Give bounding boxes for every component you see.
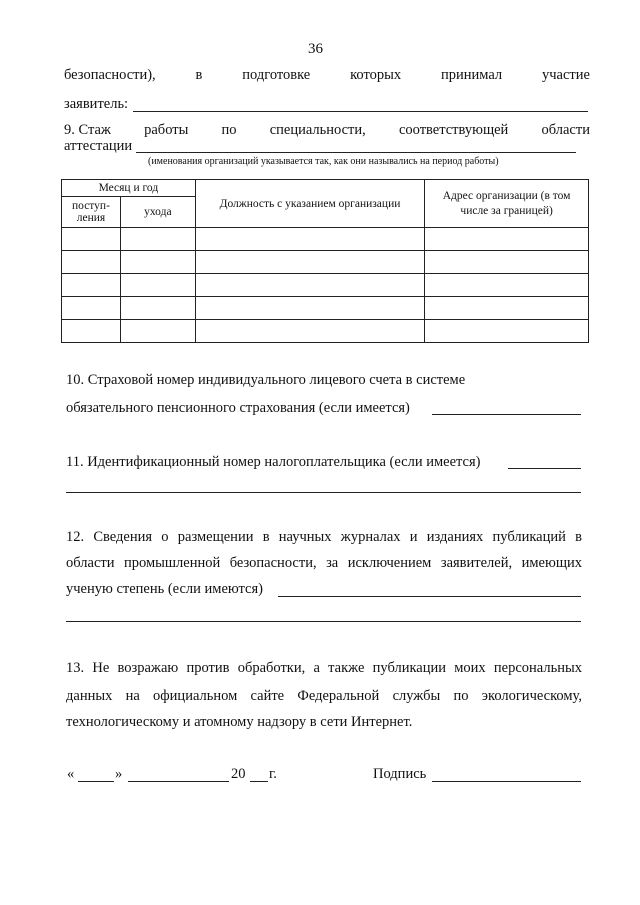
publications-field[interactable] [278,596,581,597]
table-cell[interactable] [120,274,195,297]
table-cell[interactable] [195,274,424,297]
item9-word: работы [144,122,189,138]
table-cell[interactable] [425,297,589,320]
item9-note: (именования организаций указывается так, как они назывались на период работы) [148,156,499,167]
item12-word: о [161,529,169,545]
table-cell[interactable] [120,228,195,251]
table-cell[interactable] [62,228,121,251]
item13-word: экологическому, [481,688,582,704]
table-cell[interactable] [195,320,424,343]
continuation-word: принимал [440,67,503,83]
item13-word: персональных [493,660,582,676]
continuation-word: безопасности), [64,67,156,83]
item13-word: публикации [372,660,446,676]
continuation-word: участие [542,67,590,83]
item13-word: Не [92,660,110,676]
publications-field-continuation[interactable] [66,621,581,622]
date-month-field[interactable] [128,781,229,782]
applicant-field[interactable] [133,111,588,112]
item13-word: данных [66,688,113,704]
date-quote-open: « [67,766,75,782]
table-row [62,297,589,320]
item13-word: обработки, [237,660,306,676]
date-day-field[interactable] [78,781,114,782]
item10-line1: 10. Страховой номер индивидуального лицевого счета в системе [66,372,466,388]
employment-table [61,179,589,343]
item12-word: безопасности, [229,555,317,571]
item13-word: моих [454,660,486,676]
date-year-suffix: г. [269,766,277,782]
table-row [62,251,589,274]
continuation-word: в [195,67,203,83]
item9-word: по [221,122,237,138]
table-cell[interactable] [195,228,424,251]
signature-label: Подпись [373,766,427,782]
table-cell[interactable] [195,251,424,274]
item12-word: 12. [66,529,85,545]
item13-word: на [125,688,140,704]
date-year-prefix: 20 [231,766,246,782]
table-cell[interactable] [425,251,589,274]
item12-word: изданиях [426,529,484,545]
item9-word: соответствующей [398,122,509,138]
header-end: ухода [120,197,195,228]
continuation-word: которых [350,67,402,83]
item12-word: Сведения [93,529,153,545]
item12-word: журналах [340,529,401,545]
continuation-word: подготовке [242,67,311,83]
item13-word: а [313,660,320,676]
item13-word: также [328,660,365,676]
item13-line3: технологическому и атомному надзору в сети Интернет. [66,714,413,730]
table-row [62,274,589,297]
item12-word: области [66,555,115,571]
item9-label-attestation: аттестации [64,138,133,154]
item13-word: возражаю [117,660,179,676]
table-cell[interactable] [120,320,195,343]
item9-word: 9. Стаж [64,122,111,138]
item12-word: размещении [177,529,254,545]
table-cell[interactable] [120,297,195,320]
item13-word: по [453,688,469,704]
item12-line2 [66,555,582,572]
item12-word: в [575,529,582,545]
table-cell[interactable] [62,320,121,343]
signature-field[interactable] [432,781,581,782]
item12-line1 [66,529,582,546]
item9-line1 [64,122,590,139]
item12-word: за [326,555,339,571]
item9-word: специальности, [269,122,366,138]
item12-word: и [409,529,418,545]
item13-line1 [66,660,582,677]
item13-word: службы [392,688,441,704]
table-cell[interactable] [425,274,589,297]
item13-word: 13. [66,660,85,676]
header-start: поступ- ления [62,197,121,228]
table-cell[interactable] [195,297,424,320]
table-cell[interactable] [62,274,121,297]
tax-id-field-continuation[interactable] [66,492,581,493]
continuation-line [64,67,590,84]
table-cell[interactable] [425,228,589,251]
table-cell[interactable] [62,251,121,274]
tax-id-field[interactable] [508,468,581,469]
applicant-label: заявитель: [64,96,129,112]
date-quote-close: » [115,766,123,782]
item12-word: исключением [347,555,432,571]
item13-word: сайте [250,688,285,704]
table-row [62,320,589,343]
item12-word: имеющих [521,555,582,571]
date-year-field[interactable] [250,781,268,782]
item9-word: области [541,122,590,138]
table-cell[interactable] [425,320,589,343]
table-cell[interactable] [120,251,195,274]
table-cell[interactable] [62,297,121,320]
insurance-number-field[interactable] [432,414,581,415]
item13-word: против [186,660,230,676]
header-position: Должность с указанием организации [195,180,424,228]
item12-word: промышленной [123,555,221,571]
item10-line2: обязательного пенсионного страхования (если имеется) [66,400,410,416]
item13-word: Федеральной [297,688,380,704]
header-month-year: Месяц и год [62,180,196,197]
table-row [62,228,589,251]
item12-line3: ученую степень (если имеются) [66,581,263,597]
item12-word: научных [278,529,332,545]
page-number: 36 [308,41,323,57]
item12-word: в [262,529,270,545]
item11-line1: 11. Идентификационный номер налогоплательщика (если имеется) [66,454,481,470]
header-address: Адрес организации (в том числе за границей) [425,180,589,228]
item13-line2 [66,688,582,705]
item12-word: заявителей, [440,555,513,571]
attestation-field[interactable] [136,152,576,153]
item13-word: официальном [153,688,238,704]
item12-word: публикаций [492,529,566,545]
